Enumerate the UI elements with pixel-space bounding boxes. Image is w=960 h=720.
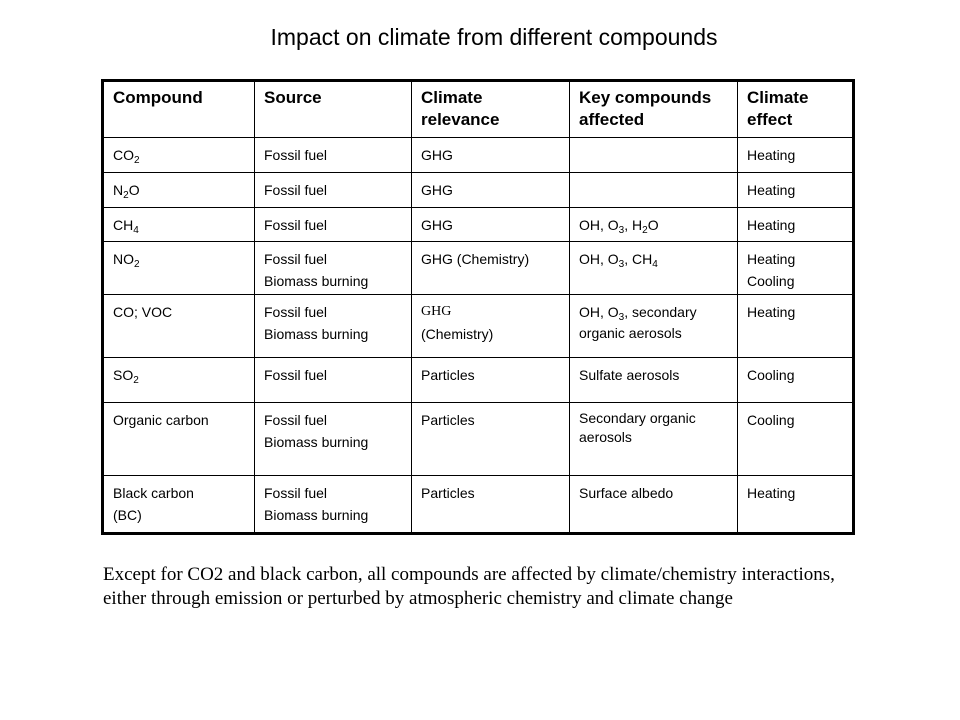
relevance-cell: GHG (Chemistry) xyxy=(412,242,570,295)
column-header: Source xyxy=(255,81,412,138)
table-row xyxy=(103,242,854,295)
key-compounds-cell: Surface albedo xyxy=(570,476,738,534)
source-cell: Fossil fuel xyxy=(255,173,412,208)
key-compounds-cell: Sulfate aerosols xyxy=(570,358,738,403)
compound-cell: $NO_2$ xyxy=(103,242,255,295)
page-title: Impact on climate from different compounds xyxy=(270,24,718,50)
source-cell: Fossil fuel xyxy=(255,208,412,242)
relevance-cell: GHG (Chemistry) xyxy=(412,295,570,358)
key-compounds-cell: Secondary organic aerosols xyxy=(570,403,738,476)
relevance-cell: GHG xyxy=(412,208,570,242)
column-header: Climate relevance xyxy=(412,81,570,138)
compound-cell: Black carbon (BC) xyxy=(103,476,255,534)
source-cell: Fossil fuel Biomass burning xyxy=(255,403,412,476)
key-compounds-cell xyxy=(570,138,738,173)
table-row xyxy=(103,358,854,403)
source-cell: Fossil fuel xyxy=(255,358,412,403)
relevance-cell: Particles xyxy=(412,476,570,534)
column-header: Compound xyxy=(103,81,255,138)
header-row xyxy=(103,81,854,138)
key-compounds-cell xyxy=(570,173,738,208)
effect-cell: Heating Cooling xyxy=(738,242,854,295)
footnote-text: Except for CO2 and black carbon, all compounds are affected by climate/chemistry interactions, either through emission or perturbed by atmospheric chemistry and climate change xyxy=(103,564,835,609)
source-cell: Fossil fuel xyxy=(255,138,412,173)
source-cell: Fossil fuel Biomass burning xyxy=(255,476,412,534)
key-compounds-cell: OH, $O_3$, $CH_4$ xyxy=(570,242,738,295)
column-header: Climate effect xyxy=(738,81,854,138)
table-row xyxy=(103,208,854,242)
key-compounds-cell: OH, $O_3$, secondary organic aerosols xyxy=(570,295,738,358)
compound-cell: $CH_4$ xyxy=(103,208,255,242)
key-compounds-cell: OH, $O_3$, $H_2O$ xyxy=(570,208,738,242)
compound-cell: CO; VOC xyxy=(103,295,255,358)
compound-cell: $CO_2$ xyxy=(103,138,255,173)
source-cell: Fossil fuel Biomass burning xyxy=(255,295,412,358)
table-row xyxy=(103,173,854,208)
relevance-cell: Particles xyxy=(412,358,570,403)
effect-cell: Heating xyxy=(738,476,854,534)
relevance-cell: GHG xyxy=(412,138,570,173)
effect-cell: Cooling xyxy=(738,403,854,476)
compounds-table xyxy=(101,79,855,535)
table-row xyxy=(103,476,854,534)
compound-cell: $SO_2$ xyxy=(103,358,255,403)
table-row xyxy=(103,138,854,173)
relevance-cell: Particles xyxy=(412,403,570,476)
compound-cell: Organic carbon xyxy=(103,403,255,476)
effect-cell: Heating xyxy=(738,295,854,358)
effect-cell: Heating xyxy=(738,173,854,208)
source-cell: Fossil fuel Biomass burning xyxy=(255,242,412,295)
effect-cell: Cooling xyxy=(738,358,854,403)
table-row xyxy=(103,295,854,358)
column-header: Key compounds affected xyxy=(570,81,738,138)
effect-cell: Heating xyxy=(738,138,854,173)
relevance-cell: GHG xyxy=(412,173,570,208)
compound-cell: $N_2O$ xyxy=(103,173,255,208)
table-row xyxy=(103,403,854,476)
effect-cell: Heating xyxy=(738,208,854,242)
